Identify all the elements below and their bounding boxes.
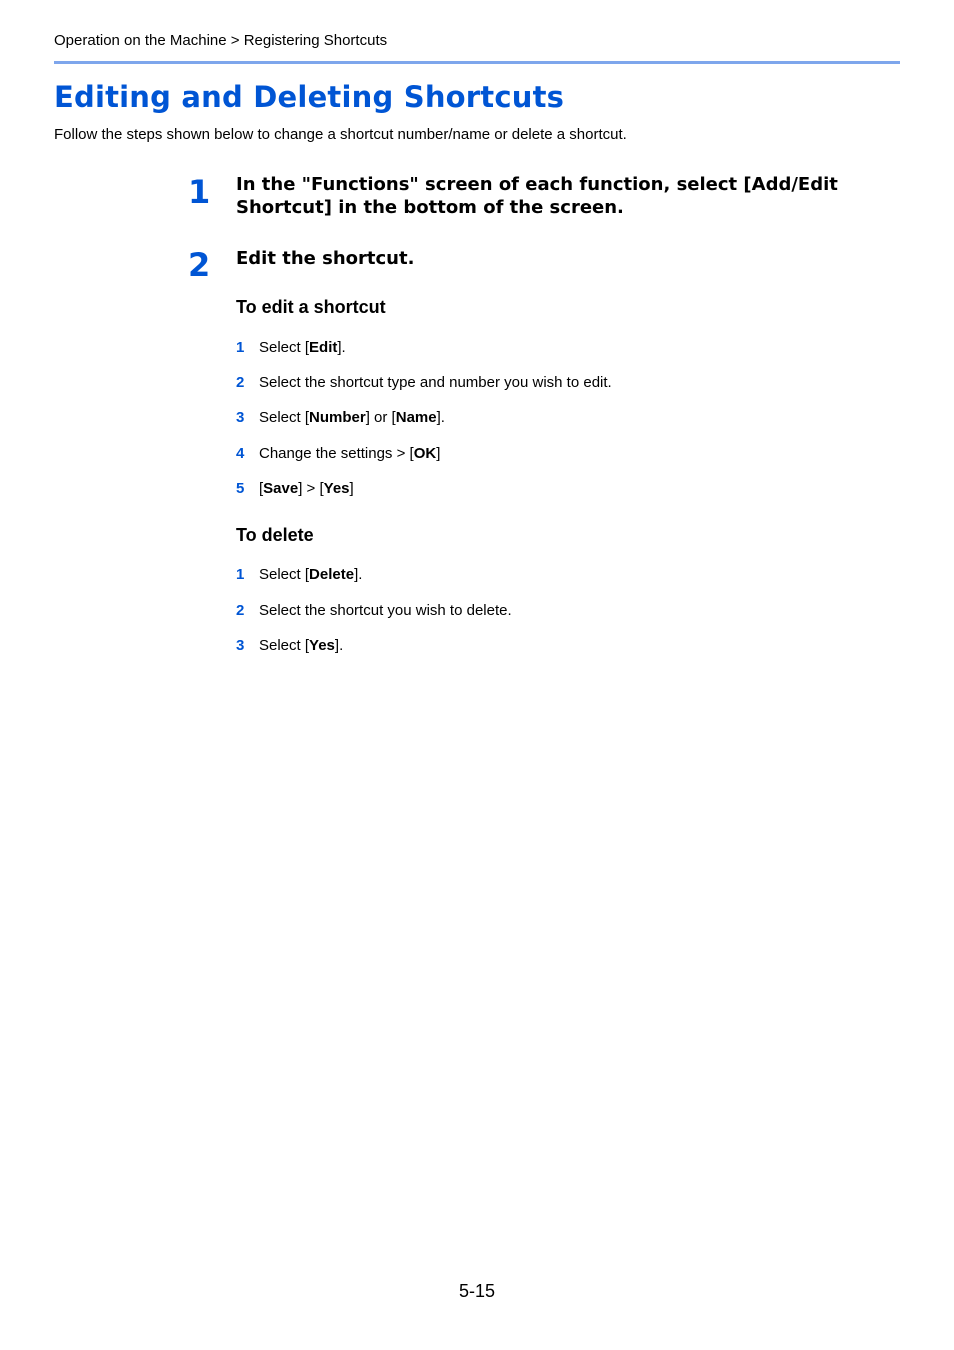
step-2-number: 2 <box>188 246 211 284</box>
edit-item-1-number: 1 <box>236 339 245 356</box>
edit-item-3-number: 3 <box>236 409 245 426</box>
delete-item-2: 2 Select the shortcut you wish to delete. <box>236 602 512 619</box>
delete-item-3: 3 Select [Yes]. <box>236 637 344 654</box>
edit-item-4: 4 Change the settings > [OK] <box>236 445 441 462</box>
intro-text: Follow the steps shown below to change a shortcut number/name or delete a shortcut. <box>54 126 627 143</box>
edit-item-1: 1 Select [Edit]. <box>236 339 346 356</box>
edit-item-3: 3 Select [Number] or [Name]. <box>236 409 445 426</box>
edit-item-5: 5 [Save] > [Yes] <box>236 480 354 497</box>
step-1-line-2: Shortcut] in the bottom of the screen. <box>236 197 624 218</box>
edit-item-2-number: 2 <box>236 374 245 391</box>
delete-item-1-number: 1 <box>236 566 245 583</box>
page-number: 5-15 <box>458 1281 496 1301</box>
step-1-line-1: In the "Functions" screen of each function, select [Add/Edit <box>236 174 838 195</box>
step-2-text: Edit the shortcut. <box>236 248 415 269</box>
delete-item-1: 1 Select [Delete]. <box>236 566 363 583</box>
delete-item-2-number: 2 <box>236 602 245 619</box>
edit-item-5-number: 5 <box>236 480 245 497</box>
breadcrumb: Operation on the Machine > Registering Shortcuts <box>54 32 388 49</box>
page-title: Editing and Deleting Shortcuts <box>54 80 565 114</box>
delete-item-3-number: 3 <box>236 637 245 654</box>
step-1-text <box>236 173 876 219</box>
delete-section-heading: To delete <box>236 525 314 545</box>
edit-item-4-number: 4 <box>236 445 245 462</box>
step-1-number: 1 <box>188 173 211 211</box>
header-divider <box>54 61 900 64</box>
edit-section-heading: To edit a shortcut <box>236 297 386 317</box>
edit-item-2: 2 Select the shortcut type and number you wish to edit. <box>236 374 612 391</box>
